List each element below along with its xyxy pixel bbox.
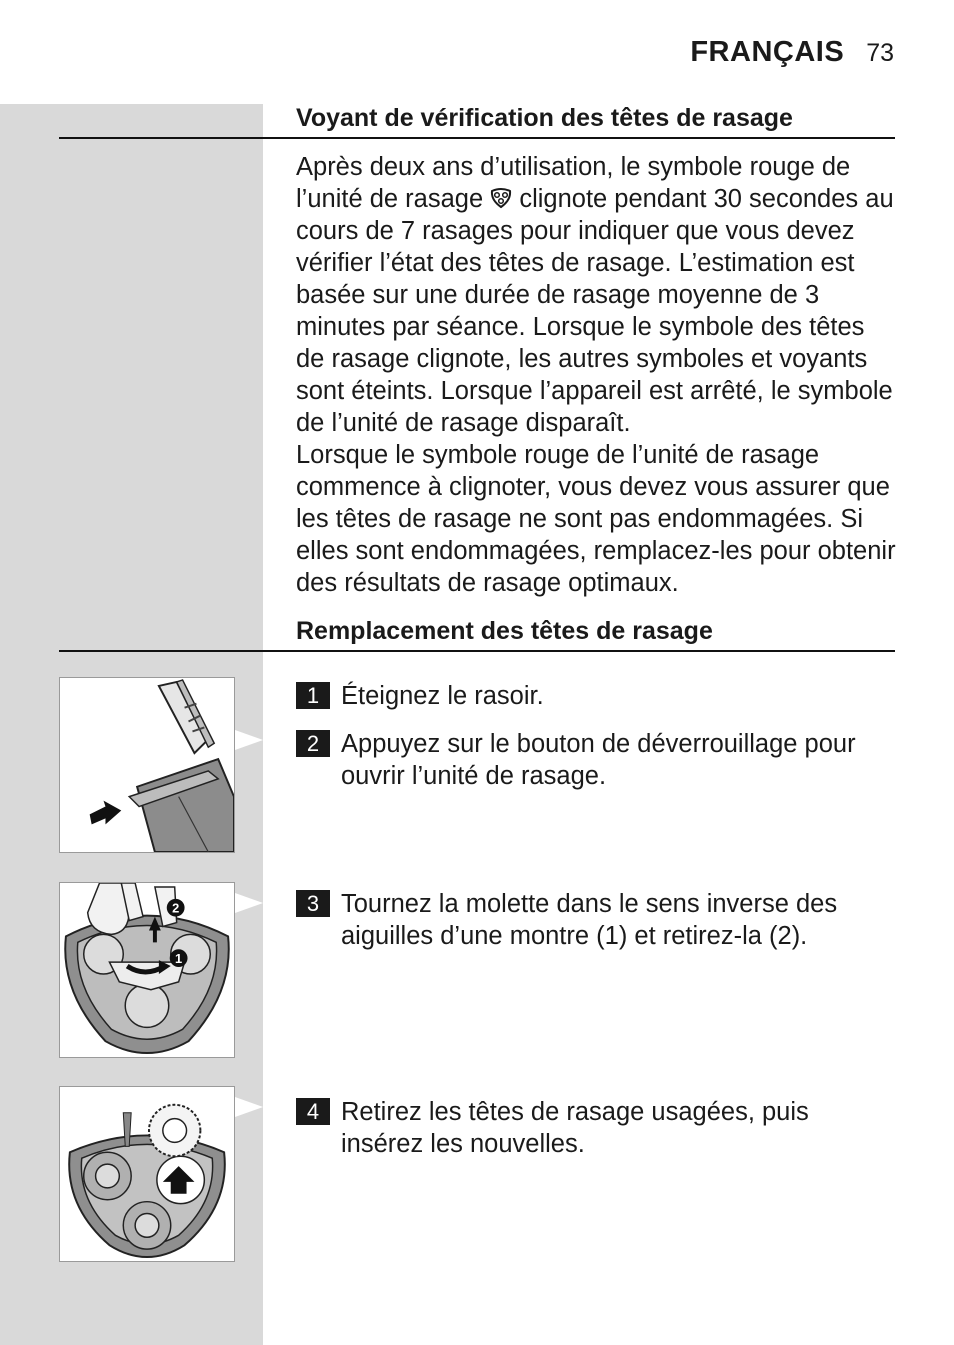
step-1 bbox=[296, 680, 896, 712]
illustration-pointer bbox=[235, 730, 263, 750]
step-number-badge: 2 bbox=[296, 730, 330, 757]
step-text: Appuyez sur le bouton de déverrouillage pour ouvrir l’unité de rasage. bbox=[341, 730, 856, 790]
fig3-label-1: 1 bbox=[175, 951, 183, 967]
illustration-remove-retaining-wheel bbox=[59, 882, 235, 1058]
page-number: 73 bbox=[866, 39, 894, 67]
section-divider bbox=[59, 137, 895, 139]
shaving-unit-symbol-icon bbox=[490, 187, 512, 209]
section-body-check-indicator bbox=[296, 151, 896, 599]
fig3-label-2: 2 bbox=[172, 900, 180, 916]
paragraph-1-start: Après deux ans d’utilisation, le symbole rouge de l’unité de rasage bbox=[296, 153, 851, 213]
step-number-badge: 3 bbox=[296, 890, 330, 917]
language-label: FRANÇAIS bbox=[690, 36, 845, 68]
step-number-badge: 4 bbox=[296, 1098, 330, 1125]
step-text: Éteignez le rasoir. bbox=[341, 682, 544, 710]
paragraph-1 bbox=[296, 151, 896, 439]
illustration-pointer bbox=[235, 893, 263, 913]
page-header bbox=[690, 36, 894, 69]
step-2 bbox=[296, 728, 896, 792]
section-divider bbox=[59, 650, 895, 652]
illustration-open-shaving-unit bbox=[59, 677, 235, 853]
step-text: Retirez les têtes de rasage usagées, puis insérez les nouvelles. bbox=[341, 1098, 809, 1158]
paragraph-2: Lorsque le symbole rouge de l’unité de rasage commence à clignoter, vous devez vous assurer que les têtes de rasage ne sont pas endommagées. Si elles sont endommagées, remplacez-les pour obtenir des résultats de rasage optimaux. bbox=[296, 441, 896, 597]
illustration-replace-shaving-heads bbox=[59, 1086, 235, 1262]
step-4 bbox=[296, 1096, 896, 1160]
paragraph-1-end: clignote pendant 30 secondes au cours de 7 rasages pour indiquer que vous devez vérifier l’état des têtes de rasage. L’estimation est basée sur une durée de rasage moyenne de 3 minutes par séance. Lorsque le symbole des têtes de rasage clignote, les autres symboles et voyants sont éteints. Lorsque l’appareil est arrêté, le symbole de l’unité de rasage disparaît. bbox=[296, 185, 894, 437]
section-title-replacement: Remplacement des têtes de rasage bbox=[296, 617, 713, 645]
illustration-pointer bbox=[235, 1097, 263, 1117]
step-3 bbox=[296, 888, 896, 952]
section-title-check-indicator: Voyant de vérification des têtes de rasage bbox=[296, 104, 793, 132]
step-text: Tournez la molette dans le sens inverse des aiguilles d’une montre (1) et retirez-la (2). bbox=[341, 890, 838, 950]
step-number-badge: 1 bbox=[296, 682, 330, 709]
